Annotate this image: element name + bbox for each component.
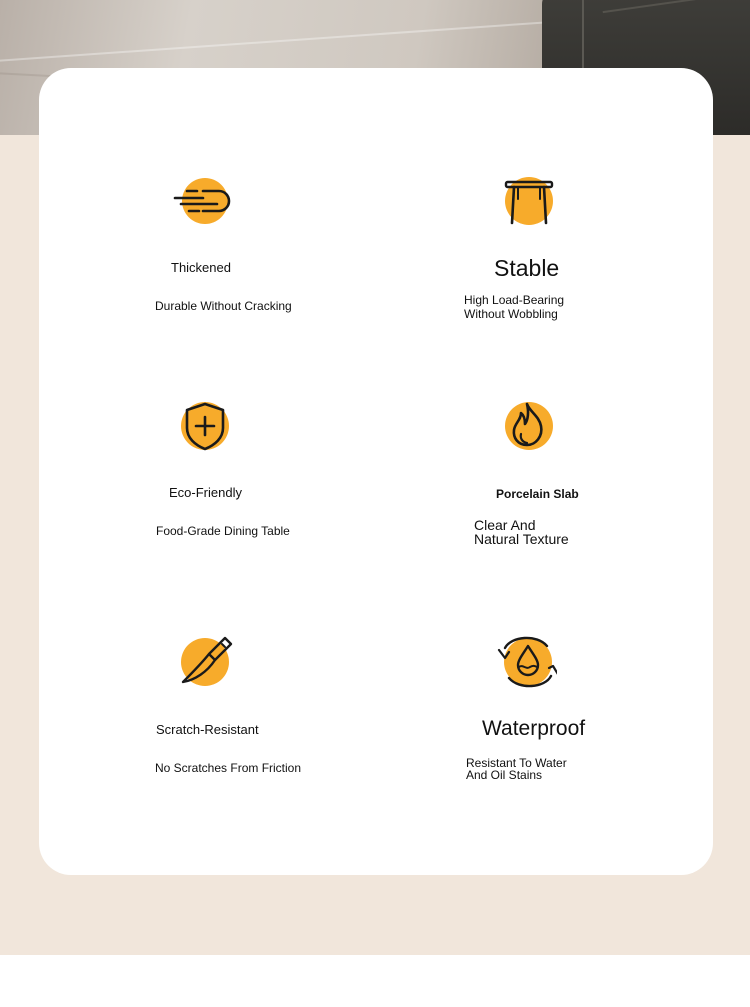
feature-description: Durable Without Cracking xyxy=(155,299,292,313)
feature-title: Waterproof xyxy=(482,717,586,740)
knife-icon xyxy=(175,630,235,690)
feature-title: Thickened xyxy=(171,260,231,275)
chair-seam xyxy=(603,0,750,13)
feature-description: No Scratches From Friction xyxy=(155,761,302,775)
shield-plus-icon xyxy=(175,396,235,456)
bottom-strip xyxy=(0,955,750,1007)
speed-lines-icon xyxy=(173,171,233,231)
water-drop-icon xyxy=(497,632,557,692)
feature-description: Clear And Natural Texture xyxy=(474,517,569,547)
feature-title: Stable xyxy=(494,255,560,281)
features-card xyxy=(39,68,713,875)
feature-description: Food-Grade Dining Table xyxy=(156,524,290,538)
feature-title: Porcelain Slab xyxy=(496,487,579,501)
feature-description: Resistant To Water And Oil Stains xyxy=(466,756,567,782)
feature-title: Scratch-Resistant xyxy=(156,722,259,737)
feature-description: High Load-Bearing Without Wobbling xyxy=(464,293,565,321)
feature-title: Eco-Friendly xyxy=(169,485,242,500)
stool-icon xyxy=(499,171,559,231)
flame-icon xyxy=(499,396,559,456)
marble-vein xyxy=(0,19,579,63)
